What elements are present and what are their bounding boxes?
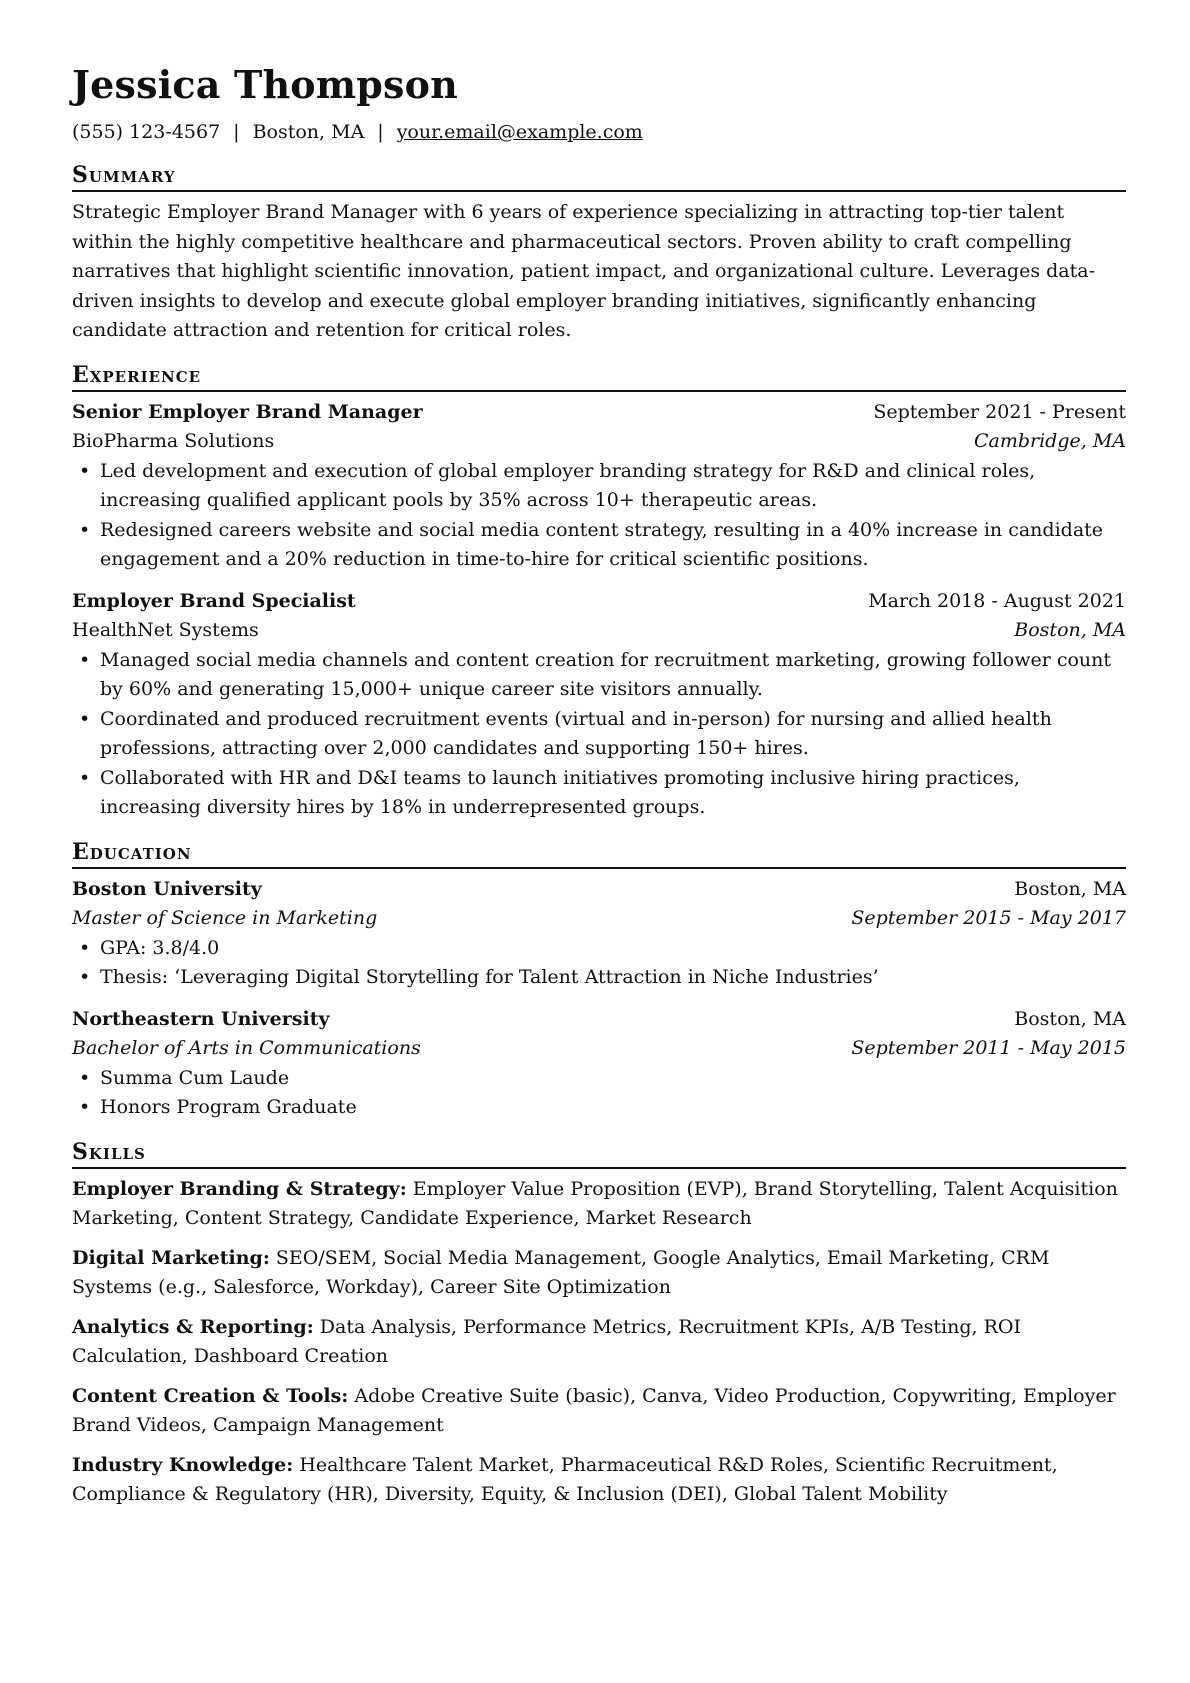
skill-category: Analytics & Reporting: [72, 1315, 314, 1338]
skill-group [72, 1382, 1126, 1441]
experience-heading: Experience [72, 360, 1126, 392]
company-name: HealthNet Systems [72, 619, 259, 641]
phone-number: (555) 123-4567 [72, 121, 221, 143]
skill-items: Employer Value Proposition (EVP), Brand Storytelling, Talent Acquisition Marketing, Content Strategy, Candidate Experience, Market Research [72, 1177, 1118, 1229]
summary-heading: Summary [72, 160, 1126, 192]
skill-group [72, 1313, 1126, 1372]
job-title: Employer Brand Specialist [72, 589, 356, 612]
bullet-item: • GPA: 3.8/4.0 [72, 934, 1126, 964]
skill-items: Data Analysis, Performance Metrics, Recruitment KPIs, A/B Testing, ROI Calculation, Dashboard Creation [72, 1315, 1021, 1367]
job-dates: March 2018 - August 2021 [868, 589, 1126, 612]
bullet-icon: • [79, 766, 91, 789]
school-entry [72, 1005, 1126, 1123]
skill-group [72, 1451, 1126, 1510]
summary-section [72, 160, 1126, 346]
resume-page [72, 58, 1126, 1510]
skills-section [72, 1137, 1126, 1510]
skill-category: Content Creation & Tools: [72, 1384, 349, 1407]
bullet-icon: • [79, 936, 91, 959]
school-dates: September 2015 - May 2017 [851, 907, 1126, 929]
school-name: Northeastern University [72, 1007, 330, 1030]
bullet-item: • Led development and execution of global employer branding strategy for R&D and clinical roles, increasing qualified applicant pools by 35% across 10+ therapeutic areas. [72, 457, 1126, 516]
bullet-item: • Summa Cum Laude [72, 1064, 1126, 1094]
bullet-item: • Collaborated with HR and D&I teams to launch initiatives promoting inclusive hiring practices, increasing diversity hires by 18% in underrepresented groups. [72, 764, 1126, 823]
job-entry [72, 398, 1126, 575]
email-link[interactable]: your.email@example.com [396, 121, 643, 143]
degree-name: Bachelor of Arts in Communications [72, 1037, 421, 1059]
skill-items: Adobe Creative Suite (basic), Canva, Video Production, Copywriting, Employer Brand Videos, Campaign Management [72, 1384, 1116, 1436]
bullet-icon: • [79, 1066, 91, 1089]
skill-items: SEO/SEM, Social Media Management, Google Analytics, Email Marketing, CRM Systems (e.g., Salesforce, Workday), Career Site Optimization [72, 1246, 1050, 1298]
bullet-icon: • [79, 707, 91, 730]
summary-text: Strategic Employer Brand Manager with 6 years of experience specializing in attracting top-tier talent within the highly competitive healthcare and pharmaceutical sectors. Proven ability to craft compelling narratives that highlight scientific innovation, patient impact, and organizational culture. Leverages data-driven insights to develop and execute global employer branding initiatives, significantly enhancing candidate attraction and retention for critical roles. [72, 201, 1095, 341]
candidate-name: Jessica Thompson [72, 62, 458, 107]
bullet-item: • Redesigned careers website and social media content strategy, resulting in a 40% increase in candidate engagement and a 20% reduction in time-to-hire for critical scientific positions. [72, 516, 1126, 575]
experience-section [72, 360, 1126, 823]
job-location: Boston, MA [1014, 619, 1126, 641]
job-bullets [72, 646, 1126, 823]
skill-category: Industry Knowledge: [72, 1453, 294, 1476]
degree-name: Master of Science in Marketing [72, 907, 378, 929]
contact-separator: | [233, 121, 240, 143]
bullet-item: • Thesis: ‘Leveraging Digital Storytelling for Talent Attraction in Niche Industries’ [72, 963, 1126, 993]
school-bullets [72, 934, 1126, 993]
education-section [72, 837, 1126, 1123]
contact-separator: | [377, 121, 384, 143]
bullet-item: • Managed social media channels and content creation for recruitment marketing, growing follower count by 60% and generating 15,000+ unique career site visitors annually. [72, 646, 1126, 705]
bullet-icon: • [79, 966, 91, 988]
school-dates: September 2011 - May 2015 [851, 1037, 1126, 1059]
school-location: Boston, MA [1014, 1007, 1126, 1030]
bullet-item: • Coordinated and produced recruitment events (virtual and in-person) for nursing and allied health professions, attracting over 2,000 candidates and supporting 150+ hires. [72, 705, 1126, 764]
skill-group [72, 1244, 1126, 1303]
job-bullets [72, 457, 1126, 575]
contact-line [72, 118, 1126, 146]
bullet-icon: • [79, 518, 91, 541]
contact-location: Boston, MA [252, 121, 365, 143]
school-entry [72, 875, 1126, 993]
skill-group [72, 1175, 1126, 1234]
school-name: Boston University [72, 877, 262, 900]
school-bullets [72, 1064, 1126, 1123]
school-location: Boston, MA [1014, 877, 1126, 900]
job-dates: September 2021 - Present [873, 400, 1126, 423]
bullet-icon: • [79, 648, 91, 671]
skill-category: Digital Marketing: [72, 1246, 270, 1269]
skills-heading: Skills [72, 1137, 1126, 1169]
job-entry [72, 587, 1126, 823]
job-location: Cambridge, MA [973, 430, 1126, 452]
bullet-icon: • [79, 459, 91, 482]
bullet-item: • Honors Program Graduate [72, 1093, 1126, 1123]
job-title: Senior Employer Brand Manager [72, 400, 423, 423]
skill-items: Healthcare Talent Market, Pharmaceutical R&D Roles, Scientific Recruitment, Compliance & Regulatory (HR), Diversity, Equity, & Inclusion (DEI), Global Talent Mobility [72, 1453, 1058, 1505]
bullet-icon: • [79, 1096, 91, 1118]
education-heading: Education [72, 837, 1126, 869]
skill-category: Employer Branding & Strategy: [72, 1177, 407, 1200]
company-name: BioPharma Solutions [72, 430, 275, 452]
